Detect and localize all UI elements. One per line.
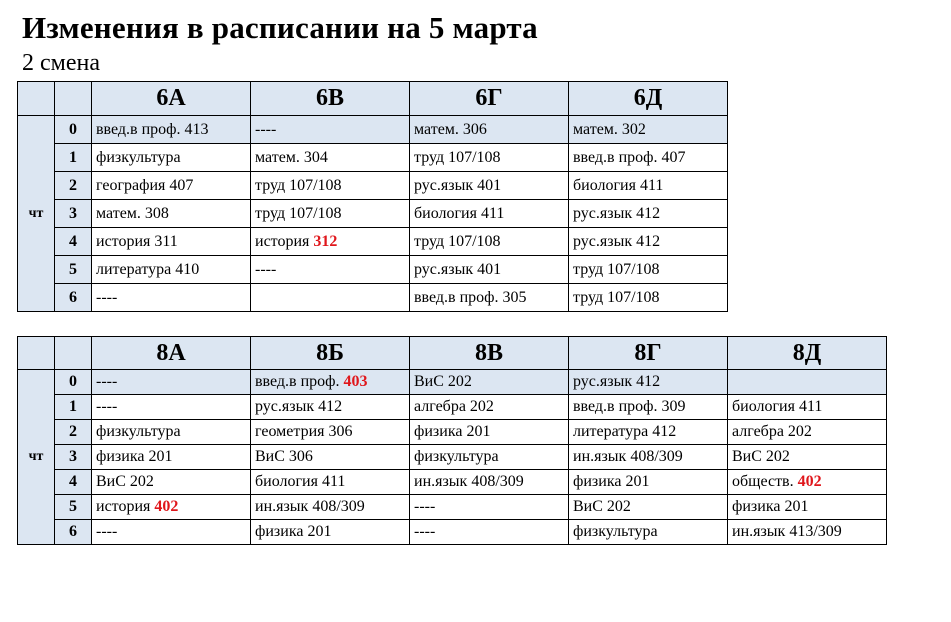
schedule-cell bbox=[569, 445, 728, 470]
class-header: 6Г bbox=[410, 82, 569, 116]
lesson-number: 6 bbox=[55, 284, 92, 312]
subject-text: матем. 308 bbox=[96, 204, 169, 222]
subject-text: введ.в проф. 407 bbox=[573, 148, 686, 166]
schedule-cell bbox=[92, 420, 251, 445]
schedule-cell bbox=[251, 420, 410, 445]
lesson-number: 1 bbox=[55, 395, 92, 420]
subject-text: рус.язык 412 bbox=[573, 204, 661, 222]
table-row bbox=[18, 495, 887, 520]
subject-text: введ.в проф. 309 bbox=[573, 398, 686, 415]
subject-text: ин.язык 408/309 bbox=[414, 473, 524, 490]
subject-text: физика 201 bbox=[96, 448, 173, 465]
subject-text: физика 201 bbox=[573, 473, 650, 490]
subject-text: ---- bbox=[96, 523, 118, 540]
subject-text: физика 201 bbox=[732, 498, 809, 515]
day-header-cell bbox=[18, 337, 55, 370]
subject-text: труд 107/108 bbox=[414, 232, 501, 250]
lesson-number: 0 bbox=[55, 116, 92, 144]
schedule-cell bbox=[92, 395, 251, 420]
schedule-cell bbox=[92, 520, 251, 545]
class-header: 6Д bbox=[569, 82, 728, 116]
schedule-cell bbox=[569, 144, 728, 172]
schedule-cell bbox=[728, 420, 887, 445]
schedule-cell bbox=[251, 470, 410, 495]
lesson-number-header-cell bbox=[55, 82, 92, 116]
lesson-number: 5 bbox=[55, 256, 92, 284]
schedule-cell bbox=[410, 172, 569, 200]
class-header: 8Г bbox=[569, 337, 728, 370]
subject-text: ---- bbox=[414, 523, 436, 540]
table-row bbox=[18, 470, 887, 495]
schedule-cell bbox=[410, 228, 569, 256]
subject-text: физика 201 bbox=[414, 423, 491, 440]
subject-text: ВиС 202 bbox=[573, 498, 631, 515]
subject-text: ВиС 202 bbox=[96, 473, 154, 490]
schedule-cell bbox=[92, 144, 251, 172]
schedule-cell bbox=[569, 470, 728, 495]
changed-room-number: 402 bbox=[154, 498, 179, 515]
lesson-number: 3 bbox=[55, 445, 92, 470]
schedule-cell bbox=[251, 116, 410, 144]
schedule-cell bbox=[251, 144, 410, 172]
schedule-cell bbox=[92, 116, 251, 144]
subject-text: труд 107/108 bbox=[255, 204, 342, 222]
table-row bbox=[18, 116, 728, 144]
schedule-cell bbox=[569, 172, 728, 200]
page-title: Изменения в расписании на 5 марта bbox=[22, 10, 538, 45]
subject-text: введ.в проф. 413 bbox=[96, 120, 209, 138]
subject-text: ---- bbox=[255, 260, 277, 278]
subject-text: матем. 306 bbox=[414, 120, 487, 138]
subject-text: рус.язык 401 bbox=[414, 260, 502, 278]
subject-text: ин.язык 408/309 bbox=[255, 498, 365, 515]
subject-text: рус.язык 401 bbox=[414, 176, 502, 194]
schedule-cell bbox=[569, 395, 728, 420]
subject-text: физкультура bbox=[96, 423, 181, 440]
table-row bbox=[18, 520, 887, 545]
schedule-cell bbox=[410, 520, 569, 545]
schedule-cell bbox=[410, 144, 569, 172]
header-row bbox=[18, 82, 728, 116]
schedule-cell bbox=[251, 284, 410, 312]
schedule-cell bbox=[728, 370, 887, 395]
subject-text: ---- bbox=[255, 120, 277, 138]
class-header: 8В bbox=[410, 337, 569, 370]
lesson-number: 5 bbox=[55, 495, 92, 520]
day-cell: чт bbox=[18, 116, 55, 312]
subject-text: матем. 304 bbox=[255, 148, 328, 166]
subject-text: история 311 bbox=[96, 232, 178, 250]
schedule-cell bbox=[569, 200, 728, 228]
schedule-cell bbox=[92, 370, 251, 395]
subject-text: труд 107/108 bbox=[573, 288, 660, 306]
subject-text: введ.в проф. bbox=[255, 373, 344, 390]
subject-text: география 407 bbox=[96, 176, 194, 194]
subject-text: история bbox=[96, 498, 155, 515]
subject-text: биология 411 bbox=[255, 473, 346, 490]
schedule-cell bbox=[92, 445, 251, 470]
schedule-cell bbox=[410, 420, 569, 445]
subject-text: история bbox=[255, 232, 314, 250]
schedule-cell bbox=[92, 284, 251, 312]
schedule-table-grade8 bbox=[17, 336, 887, 545]
schedule-cell bbox=[92, 200, 251, 228]
subject-text: обществ. bbox=[732, 473, 798, 490]
schedule-cell bbox=[410, 395, 569, 420]
subject-text: алгебра 202 bbox=[414, 398, 494, 415]
subject-text: труд 107/108 bbox=[573, 260, 660, 278]
subject-text: ВиС 306 bbox=[255, 448, 313, 465]
subject-text: рус.язык 412 bbox=[573, 373, 661, 390]
lesson-number: 0 bbox=[55, 370, 92, 395]
lesson-number: 3 bbox=[55, 200, 92, 228]
table-row bbox=[18, 284, 728, 312]
subject-text: ВиС 202 bbox=[414, 373, 472, 390]
schedule-cell bbox=[569, 284, 728, 312]
table-row bbox=[18, 200, 728, 228]
subject-text: физкультура bbox=[573, 523, 658, 540]
day-header-cell bbox=[18, 82, 55, 116]
schedule-cell bbox=[92, 495, 251, 520]
schedule-cell bbox=[569, 256, 728, 284]
schedule-cell bbox=[251, 520, 410, 545]
schedule-cell bbox=[92, 256, 251, 284]
schedule-cell bbox=[569, 420, 728, 445]
subject-text: ---- bbox=[96, 373, 118, 390]
table-row bbox=[18, 172, 728, 200]
subject-text: рус.язык 412 bbox=[255, 398, 343, 415]
schedule-cell bbox=[410, 200, 569, 228]
schedule-cell bbox=[569, 370, 728, 395]
schedule-table-grade6 bbox=[17, 81, 728, 312]
subject-text: алгебра 202 bbox=[732, 423, 812, 440]
table-row bbox=[18, 420, 887, 445]
subject-text: ---- bbox=[96, 288, 118, 306]
subject-text: ин.язык 413/309 bbox=[732, 523, 842, 540]
lesson-number: 6 bbox=[55, 520, 92, 545]
subject-text: физкультура bbox=[96, 148, 181, 166]
schedule-cell bbox=[92, 228, 251, 256]
schedule-cell bbox=[410, 495, 569, 520]
day-cell: чт bbox=[18, 370, 55, 545]
schedule-cell bbox=[569, 228, 728, 256]
schedule-cell bbox=[728, 470, 887, 495]
changed-room-number: 403 bbox=[343, 373, 368, 390]
subject-text: геометрия 306 bbox=[255, 423, 353, 440]
schedule-cell bbox=[251, 228, 410, 256]
schedule-cell bbox=[569, 495, 728, 520]
subject-text: ВиС 202 bbox=[732, 448, 790, 465]
schedule-cell bbox=[251, 445, 410, 470]
subject-text: ---- bbox=[414, 498, 436, 515]
schedule-cell bbox=[728, 445, 887, 470]
schedule-cell bbox=[410, 370, 569, 395]
schedule-cell bbox=[410, 284, 569, 312]
subject-text: литература 410 bbox=[96, 260, 200, 278]
changed-room-number: 312 bbox=[313, 232, 338, 250]
schedule-cell bbox=[410, 116, 569, 144]
schedule-cell bbox=[251, 200, 410, 228]
subject-text: ин.язык 408/309 bbox=[573, 448, 683, 465]
schedule-cell bbox=[251, 172, 410, 200]
schedule-cell bbox=[251, 395, 410, 420]
lesson-number: 4 bbox=[55, 470, 92, 495]
table-row bbox=[18, 370, 887, 395]
schedule-cell bbox=[92, 470, 251, 495]
subject-text: ---- bbox=[96, 398, 118, 415]
schedule-cell bbox=[728, 395, 887, 420]
schedule-cell bbox=[410, 445, 569, 470]
table-row bbox=[18, 256, 728, 284]
table-row bbox=[18, 395, 887, 420]
class-header: 8Б bbox=[251, 337, 410, 370]
class-header: 6А bbox=[92, 82, 251, 116]
changed-room-number: 402 bbox=[797, 473, 822, 490]
schedule-cell bbox=[251, 256, 410, 284]
schedule-cell bbox=[569, 116, 728, 144]
schedule-cell bbox=[410, 256, 569, 284]
header-row bbox=[18, 337, 887, 370]
shift-subtitle: 2 смена bbox=[22, 50, 100, 76]
schedule-cell bbox=[251, 370, 410, 395]
lesson-number: 2 bbox=[55, 172, 92, 200]
subject-text: биология 411 bbox=[573, 176, 664, 194]
schedule-cell bbox=[728, 495, 887, 520]
table-row bbox=[18, 445, 887, 470]
subject-text: труд 107/108 bbox=[255, 176, 342, 194]
subject-text: рус.язык 412 bbox=[573, 232, 661, 250]
lesson-number-header-cell bbox=[55, 337, 92, 370]
subject-text: биология 411 bbox=[732, 398, 823, 415]
class-header: 8Д bbox=[728, 337, 887, 370]
subject-text: труд 107/108 bbox=[414, 148, 501, 166]
schedule-cell bbox=[92, 172, 251, 200]
class-header: 8А bbox=[92, 337, 251, 370]
subject-text: биология 411 bbox=[414, 204, 505, 222]
lesson-number: 2 bbox=[55, 420, 92, 445]
subject-text: введ.в проф. 305 bbox=[414, 288, 527, 306]
lesson-number: 4 bbox=[55, 228, 92, 256]
subject-text: физика 201 bbox=[255, 523, 332, 540]
subject-text: литература 412 bbox=[573, 423, 677, 440]
schedule-cell bbox=[410, 470, 569, 495]
schedule-cell bbox=[251, 495, 410, 520]
subject-text: матем. 302 bbox=[573, 120, 646, 138]
table-row bbox=[18, 144, 728, 172]
lesson-number: 1 bbox=[55, 144, 92, 172]
schedule-cell bbox=[728, 520, 887, 545]
schedule-cell bbox=[569, 520, 728, 545]
subject-text: физкультура bbox=[414, 448, 499, 465]
table-row bbox=[18, 228, 728, 256]
class-header: 6В bbox=[251, 82, 410, 116]
